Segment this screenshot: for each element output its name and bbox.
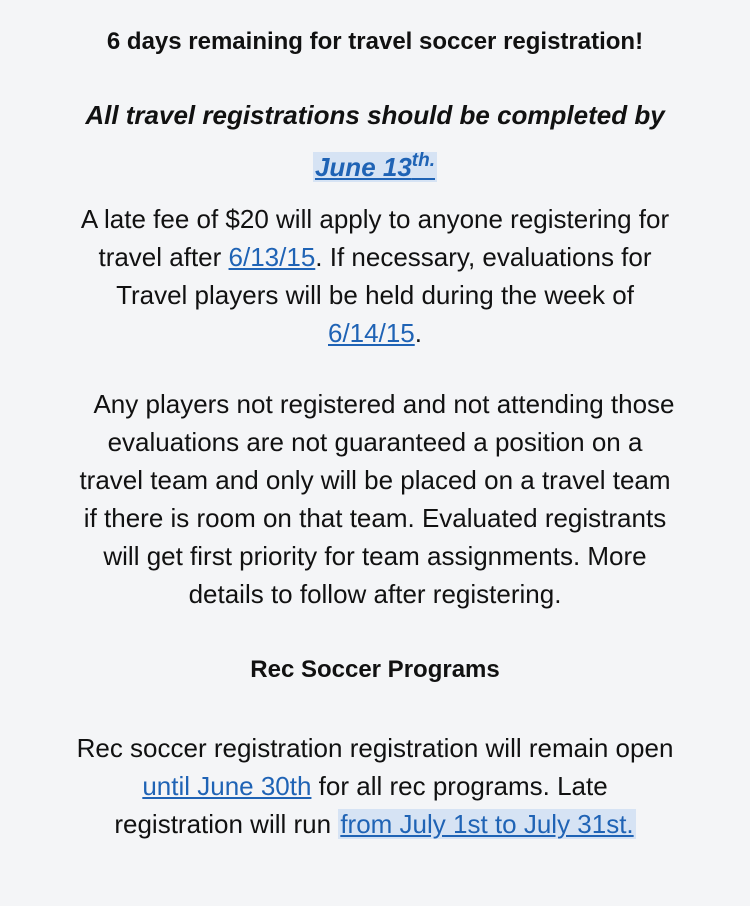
late-fee-line-2	[0, 238, 750, 276]
evaluations-line-2: evaluations are not guaranteed a position on a	[107, 427, 643, 457]
evaluations-line-4: if there is room on that team. Evaluated registrants	[83, 503, 667, 533]
rec-line-3	[0, 805, 750, 843]
deadline-date-line	[0, 138, 750, 190]
rec-line-3-pre: registration will run	[114, 809, 339, 839]
evaluations-line-3: travel team and only will be placed on a travel team	[79, 465, 671, 495]
deadline-date-link[interactable]	[313, 152, 437, 182]
evaluations-line-1: Any players not registered and not attending those	[93, 389, 675, 419]
rec-line-2	[0, 767, 750, 805]
deadline-date: June 13	[314, 152, 412, 182]
rec-open-until-link[interactable]: until June 30th	[142, 771, 312, 801]
rec-line-2-post: for all rec programs. Late	[311, 771, 608, 801]
late-fee-paragraph	[0, 200, 750, 352]
deadline-date-suffix: th.	[411, 150, 436, 171]
headline: 6 days remaining for travel soccer registration!	[106, 28, 644, 55]
rec-line-1: Rec soccer registration registration will remain open	[76, 733, 674, 763]
late-fee-line-4-post: .	[414, 318, 422, 348]
evaluations-line-5: will get first priority for team assignments. More	[103, 541, 647, 571]
late-fee-line-1: A late fee of $20 will apply to anyone registering for	[80, 204, 670, 234]
evaluations-line-6: details to follow after registering.	[188, 579, 562, 609]
rec-paragraph	[0, 729, 750, 843]
rec-heading: Rec Soccer Programs	[250, 656, 500, 683]
late-fee-line-4	[0, 314, 750, 352]
evaluations-paragraph	[0, 385, 750, 613]
late-fee-line-3: Travel players will be held during the week of	[116, 280, 634, 310]
deadline-line: All travel registrations should be completed by	[85, 100, 665, 130]
late-fee-line-2-post: . If necessary, evaluations for	[315, 242, 652, 272]
late-fee-line-2-pre: travel after	[98, 242, 229, 272]
late-registration-dates-link[interactable]: from July 1st to July 31st.	[340, 809, 634, 839]
deadline-notice	[0, 92, 750, 190]
late-fee-date-link[interactable]: 6/13/15	[228, 242, 316, 272]
evaluation-week-link[interactable]: 6/14/15	[328, 318, 415, 348]
